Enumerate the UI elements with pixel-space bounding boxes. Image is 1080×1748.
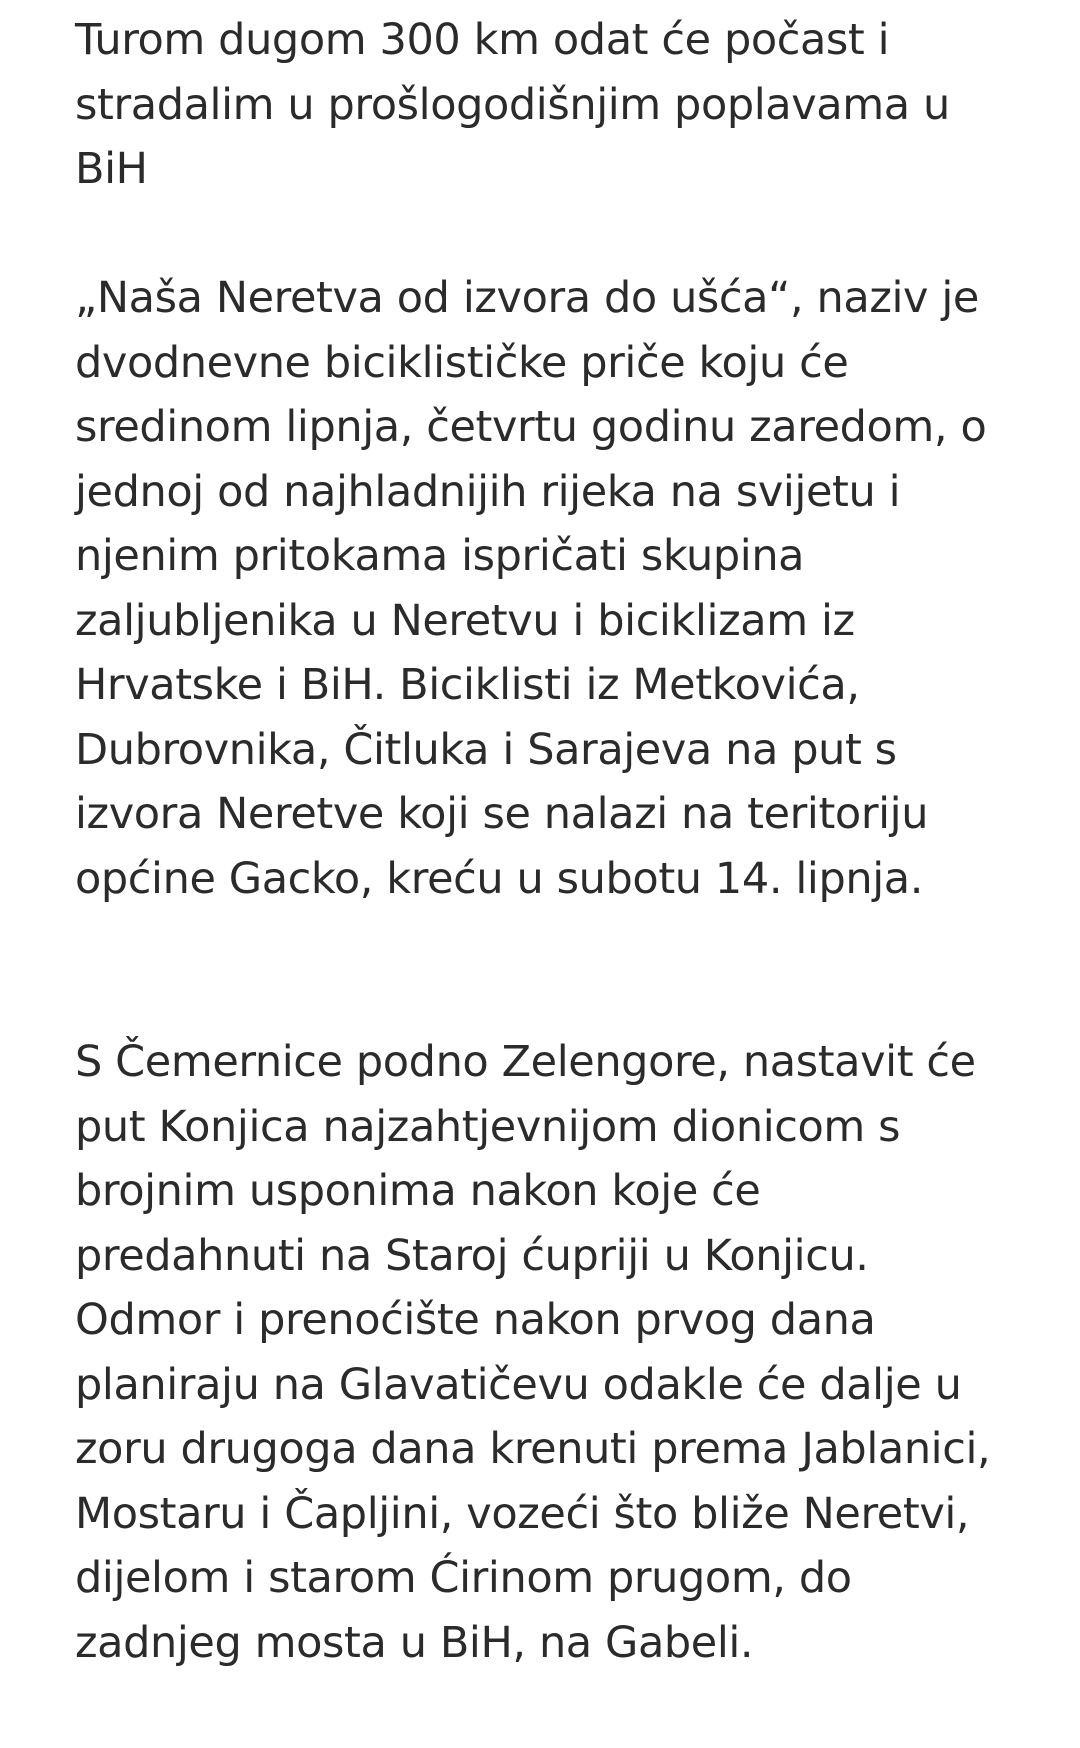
text-line: izvora Neretve koji se nalazi na teritoriju: [75, 789, 929, 839]
text-line: sredinom lipnja, četvrtu godinu zaredom, o: [75, 402, 987, 452]
article-paragraph: [75, 1030, 990, 1675]
text-line: planiraju na Glavatičevu odakle će dalje u: [75, 1359, 962, 1410]
text-line: dijelom i starom Ćirinom prugom, do: [75, 1553, 852, 1603]
text-line: Dubrovnika, Čitluka i Sarajeva na put s: [75, 724, 897, 775]
text-line: Hrvatske i BiH. Biciklisti iz Metkovića,: [75, 660, 860, 710]
article-paragraph: [75, 8, 950, 202]
text-line: S Čemernice podno Zelengore, nastavit će: [75, 1037, 976, 1087]
text-line: predahnuti na Staroj ćupriji u Konjicu.: [75, 1230, 869, 1281]
text-line: stradalim u prošlogodišnjim poplavama u: [75, 79, 950, 130]
text-line: jednoj od najhladnijih rijeka na svijetu i: [75, 466, 901, 517]
text-line: Mostaru i Čapljini, vozeći što bliže Neretvi,: [75, 1488, 970, 1539]
text-line: „Naša Neretva od izvora do ušća“, naziv je: [75, 273, 979, 323]
text-line: zoru drugoga dana krenuti prema Jablanici,: [75, 1424, 991, 1474]
text-line: dvodnevne biciklističke priče koju će: [75, 337, 849, 388]
text-line: općine Gacko, kreću u subotu 14. lipnja.: [75, 853, 923, 904]
text-line: Turom dugom 300 km odat će počast i: [75, 15, 890, 65]
text-line: Odmor i prenoćište nakon prvog dana: [75, 1295, 876, 1345]
text-line: zadnjeg mosta u BiH, na Gabeli.: [75, 1617, 754, 1668]
article-paragraph: [75, 266, 986, 911]
text-line: zaljubljenika u Neretvu i biciklizam iz: [75, 595, 855, 646]
text-line: put Konjica najzahtjevnijom dionicom s: [75, 1101, 901, 1152]
text-line: BiH: [75, 144, 148, 194]
text-line: njenim pritokama ispričati skupina: [75, 531, 805, 581]
text-line: brojnim usponima nakon koje će: [75, 1166, 761, 1216]
